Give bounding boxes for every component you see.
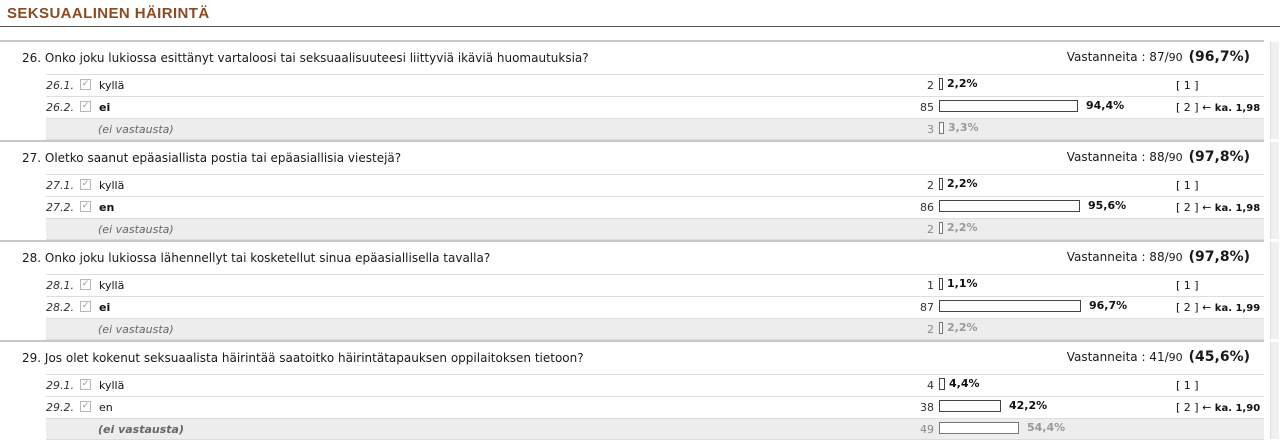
answer-label: kyllä (99, 279, 125, 292)
answer-row (46, 174, 1264, 196)
answer-row (46, 196, 1264, 218)
answer-count: 2 (927, 323, 934, 336)
no-answer-paren-close: ) (169, 123, 174, 136)
respondents-label: Vastanneita : 41/ (1066, 350, 1169, 364)
respondents-label: Vastanneita : 88/ (1066, 250, 1169, 264)
answer-count: 4 (927, 379, 934, 392)
answer-bar (939, 378, 945, 390)
respondents-label: Vastanneita : 88/ (1066, 150, 1169, 164)
answer-average: ka. 1,98 (1214, 203, 1261, 214)
answer-count: 87 (920, 301, 934, 314)
answer-percent: 54,4% (1027, 421, 1066, 434)
answer-row (46, 374, 1264, 396)
no-answer-row (46, 118, 1264, 140)
no-answer-label (98, 123, 174, 136)
answer-row (46, 396, 1264, 418)
answer-number: 26.1. (46, 79, 74, 92)
answer-percent: 94,4% (1086, 99, 1125, 112)
answer-row (46, 274, 1264, 296)
answer-bar (939, 422, 1019, 434)
answer-checkbox[interactable]: ✓ (81, 401, 90, 411)
no-answer-label (98, 423, 184, 436)
answer-label: kyllä (99, 79, 125, 92)
no-answer-row (46, 218, 1264, 240)
answer-row (46, 74, 1264, 96)
question-header (0, 240, 1264, 274)
no-answer-text: ei vastausta (102, 123, 170, 136)
answer-bar (939, 178, 943, 190)
answer-value: [ 1 ] (1176, 179, 1199, 192)
no-answer-text: ei vastausta (103, 423, 179, 436)
no-answer-paren-open: ( (98, 123, 103, 136)
answer-percent: 1,1% (947, 277, 978, 290)
answer-number: 27.2. (46, 201, 74, 214)
question-text: 29. Jos olet kokenut seksuaalista häirintää saatoitko häirintätapauksen oppilaitoksen tietoon? (22, 351, 584, 365)
answer-average: ka. 1,99 (1214, 303, 1261, 314)
question-header (0, 340, 1264, 374)
answer-label: en (99, 401, 113, 414)
answer-value: [ 1 ] (1176, 379, 1199, 392)
question-block (0, 240, 1280, 340)
answer-bar (939, 122, 944, 134)
answer-bar (939, 222, 943, 234)
no-answer-paren-open: ( (98, 223, 103, 236)
answer-count: 85 (920, 101, 934, 114)
section-title: SEKSUAALINEN HÄIRINTÄ (0, 0, 1280, 27)
answer-label: ei (99, 101, 111, 114)
answer-number: 26.2. (46, 101, 74, 114)
answer-value: [ 2 ] ← ka. 1,99 (1176, 301, 1261, 314)
scrollbar[interactable] (1270, 242, 1279, 339)
answer-count: 2 (927, 79, 934, 92)
answer-checkbox[interactable]: ✓ (81, 101, 90, 111)
answer-count: 49 (920, 423, 934, 436)
question-header (0, 40, 1264, 74)
question-text: 28. Onko joku lukiossa lähennellyt tai kosketellut sinua epäasiallisella tavalla? (22, 251, 491, 265)
answer-row (46, 296, 1264, 318)
respondents-percent: (45,6%) (1188, 349, 1250, 365)
answer-count: 86 (920, 201, 934, 214)
no-answer-paren-close: ) (169, 323, 174, 336)
scrollbar[interactable] (1270, 342, 1279, 439)
answer-checkbox[interactable]: ✓ (81, 179, 90, 189)
answer-row (46, 96, 1264, 118)
question-text: 26. Onko joku lukiossa esittänyt vartaloosi tai seksuaalisuuteesi liittyviä ikäviä huomautuksia? (22, 51, 589, 65)
no-answer-row (46, 418, 1264, 440)
answer-value: [ 1 ] (1176, 279, 1199, 292)
answer-bar (939, 300, 1081, 312)
answer-value: [ 2 ] ← ka. 1,98 (1176, 201, 1261, 214)
answer-percent: 2,2% (947, 77, 978, 90)
respondents-percent: (97,8%) (1188, 149, 1250, 165)
question-text: 27. Oletko saanut epäasiallista postia tai epäasiallisia viestejä? (22, 151, 402, 165)
answer-value: [ 1 ] (1176, 79, 1199, 92)
respondents-summary (1067, 149, 1250, 165)
answer-percent: 2,2% (947, 321, 978, 334)
no-answer-paren-open: ( (98, 323, 103, 336)
answer-checkbox[interactable]: ✓ (81, 379, 90, 389)
answer-count: 38 (920, 401, 934, 414)
answer-count: 3 (927, 123, 934, 136)
respondents-total: 90 (1168, 351, 1183, 364)
answer-value: [ 2 ] ← ka. 1,98 (1176, 101, 1261, 114)
answer-bar (939, 100, 1078, 112)
answer-number: 28.1. (46, 279, 74, 292)
answer-label: ei (99, 301, 111, 314)
no-answer-label (98, 323, 174, 336)
answer-bar (939, 78, 943, 90)
answer-checkbox[interactable]: ✓ (81, 301, 90, 311)
answer-bar (939, 278, 943, 290)
answer-checkbox[interactable]: ✓ (81, 79, 90, 89)
scrollbar[interactable] (1270, 142, 1279, 239)
no-answer-text: ei vastausta (102, 323, 170, 336)
respondents-percent: (97,8%) (1188, 249, 1250, 265)
answer-average: ka. 1,98 (1214, 103, 1261, 114)
answer-percent: 2,2% (947, 221, 978, 234)
answer-percent: 3,3% (948, 121, 979, 134)
no-answer-row (46, 318, 1264, 340)
answer-number: 28.2. (46, 301, 74, 314)
no-answer-paren-close: ) (169, 223, 174, 236)
answer-label: en (99, 201, 115, 214)
answer-number: 27.1. (46, 179, 74, 192)
answer-percent: 42,2% (1009, 399, 1048, 412)
answer-checkbox[interactable]: ✓ (81, 201, 90, 211)
respondents-percent: (96,7%) (1188, 49, 1250, 65)
answer-value: [ 2 ] ← ka. 1,90 (1176, 401, 1261, 414)
respondents-summary (1067, 49, 1250, 65)
answer-count: 2 (927, 223, 934, 236)
answer-checkbox[interactable]: ✓ (81, 279, 90, 289)
answer-bar (939, 322, 943, 334)
answer-percent: 2,2% (947, 177, 978, 190)
respondents-summary (1067, 249, 1250, 265)
scrollbar[interactable] (1270, 42, 1279, 139)
answer-percent: 96,7% (1089, 299, 1128, 312)
answer-percent: 4,4% (949, 377, 980, 390)
question-block (0, 140, 1280, 240)
question-block (0, 340, 1280, 440)
answer-number: 29.1. (46, 379, 74, 392)
answer-bar (939, 400, 1001, 412)
answer-average: ka. 1,90 (1214, 403, 1261, 414)
question-block (0, 40, 1280, 140)
answer-percent: 95,6% (1088, 199, 1127, 212)
answer-count: 2 (927, 179, 934, 192)
no-answer-text: ei vastausta (102, 223, 170, 236)
respondents-total: 90 (1168, 51, 1183, 64)
no-answer-paren-close: ) (178, 423, 185, 436)
respondents-total: 90 (1168, 251, 1183, 264)
answer-count: 1 (927, 279, 934, 292)
no-answer-label (98, 223, 174, 236)
no-answer-paren-open: ( (98, 423, 104, 436)
answer-label: kyllä (99, 179, 125, 192)
answer-number: 29.2. (46, 401, 74, 414)
answer-bar (939, 200, 1080, 212)
answer-label: kyllä (99, 379, 125, 392)
question-header (0, 140, 1264, 174)
respondents-total: 90 (1168, 151, 1183, 164)
respondents-label: Vastanneita : 87/ (1066, 50, 1169, 64)
respondents-summary (1067, 349, 1250, 365)
